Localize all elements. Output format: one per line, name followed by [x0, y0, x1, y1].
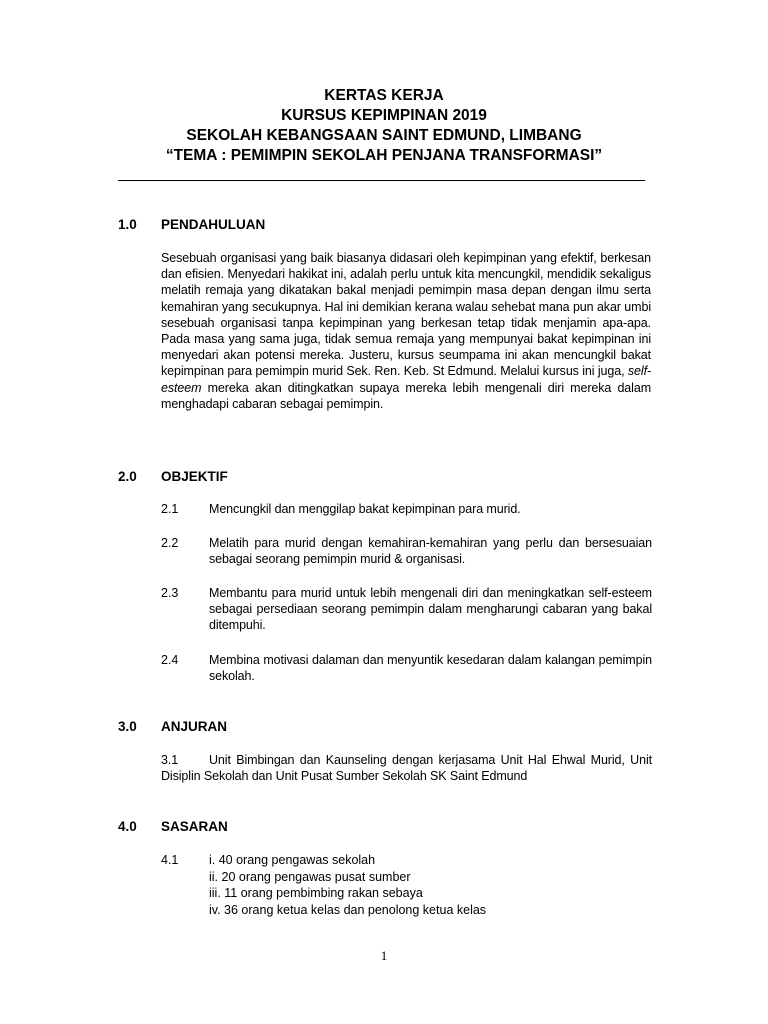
objective-2-3-number: 2.3 — [161, 586, 179, 600]
section-3-paragraph — [161, 752, 652, 784]
list-item: i. 40 orang pengawas sekolah — [209, 853, 376, 867]
title-divider — [118, 180, 645, 181]
page-number: 1 — [380, 948, 388, 963]
section-3-number: 3.0 — [118, 719, 137, 734]
section-1-text-after: mereka akan ditingkatkan supaya mereka lebih mengenali diri mereka dalam menghadapi cabaran sebagai pemimpin. — [161, 380, 652, 411]
objective-2-3-text: Membantu para murid untuk lebih mengenali diri dan meningkatkan self-esteem sebagai persediaan seorang pemimpin dalam mengharungi cabaran yang bakal ditempuhi. — [209, 586, 652, 633]
document-title — [0, 86, 768, 166]
section-3-item-number: 3.1 — [161, 753, 179, 767]
list-item: ii. 20 orang pengawas pusat sumber — [209, 869, 411, 884]
list-item: iii. 11 orang pembimbing rakan sebaya — [209, 886, 423, 901]
objective-2-2-text: Melatih para murid dengan kemahiran-kemahiran yang perlu dan bersesuaian sebagai seorang pemimpin murid & organisasi. — [209, 536, 652, 567]
section-4-number: 4.0 — [118, 819, 137, 834]
title-line-4: “TEMA : PEMIMPIN SEKOLAH PENJANA TRANSFORMASI” — [165, 147, 603, 164]
objective-2-4-text: Membina motivasi dalaman dan menyuntik kesedaran dalam kalangan pemimpin sekolah. — [209, 653, 652, 684]
objective-2-4-number: 2.4 — [161, 653, 179, 667]
section-1-number: 1.0 — [118, 217, 137, 232]
section-1-heading: PENDAHULUAN — [161, 217, 266, 232]
title-line-2: KURSUS KEPIMPINAN 2019 — [281, 107, 487, 124]
section-1-text-before: Sesebuah organisasi yang baik biasanya didasari oleh kepimpinan yang efektif, berkesan dan efisien. Menyedari hakikat ini, adalah perlu untuk kita mencungkil, mendidik sekaligus melatih remaja yang dikatakan bakal menjadi pemimpin masa depan dengan ilmu serta kemahiran yang secukupnya. Hal ini demikian kerana walau sehebat mana pun akar umbi sesebuah organisasi tanpa kepimpinan yang berkesan tetap tidak menjamin apa-apa. Pada masa yang sama juga, tidak semua remaja yang mempunyai bakat kepimpinan ini menyedari akan potensi mereka. Justeru, kursus seumpama ini akan mencungkil bakat kepimpinan para pemimpin murid Sek. Ren. Keb. St Edmund. Melalui kursus ini juga, — [161, 251, 651, 379]
objective-2-1-number: 2.1 — [161, 502, 179, 516]
title-line-1: KERTAS KERJA — [324, 87, 444, 104]
section-4-item-number: 4.1 — [161, 853, 179, 867]
section-4-heading: SASARAN — [161, 819, 228, 834]
title-line-3: SEKOLAH KEBANGSAAN SAINT EDMUND, LIMBANG — [186, 127, 582, 144]
list-item: iv. 36 orang ketua kelas dan penolong ketua kelas — [209, 902, 487, 917]
objective-2-1-text: Mencungkil dan menggilap bakat kepimpinan para murid. — [209, 502, 521, 516]
section-2-number: 2.0 — [118, 469, 137, 484]
section-3-heading: ANJURAN — [161, 719, 228, 734]
section-3-item-text: Unit Bimbingan dan Kaunseling dengan kerjasama Unit Hal Ehwal Murid, Unit Disiplin Sekolah dan Unit Pusat Sumber Sekolah SK Saint Edmund — [161, 753, 652, 784]
section-1-paragraph — [161, 250, 651, 412]
section-2-heading: OBJEKTIF — [161, 469, 228, 484]
target-list — [209, 852, 486, 918]
section-1-italic-term: self-esteem — [161, 364, 652, 395]
objective-2-2-number: 2.2 — [161, 536, 179, 550]
